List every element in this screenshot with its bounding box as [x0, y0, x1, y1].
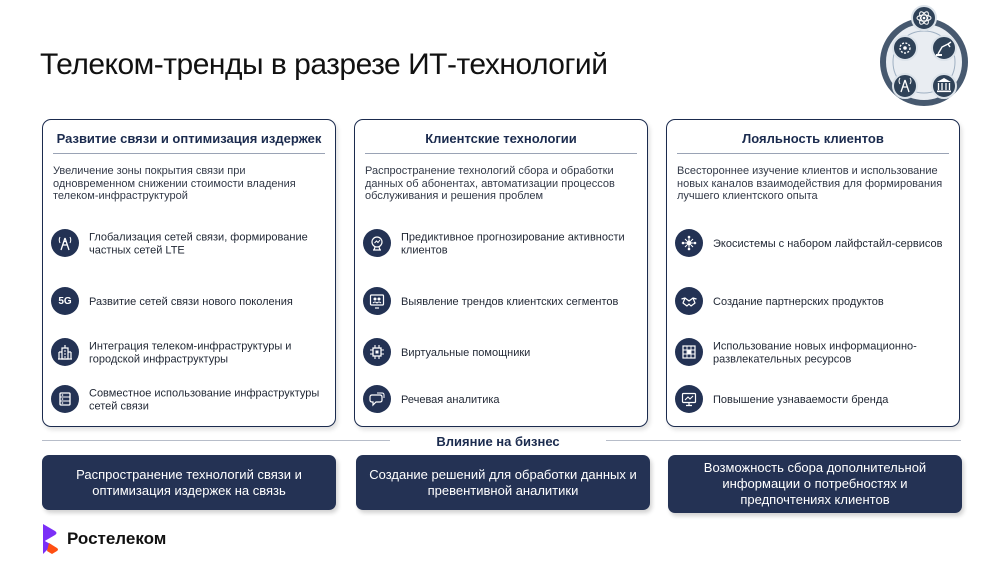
- item-label: Совместное использование инфраструктуры сетей связи: [89, 387, 320, 412]
- impact-box-connectivity: [42, 455, 336, 510]
- card-title: Клиентские технологии: [425, 131, 577, 146]
- item-label: Использование новых информационно-развлекательных ресурсов: [713, 340, 917, 365]
- gear-brain-icon: [893, 36, 917, 60]
- chip-assistant-icon: [363, 338, 391, 366]
- item-label: Выявление трендов клиентских сегментов: [401, 295, 619, 308]
- tech-emblem: [876, 4, 976, 112]
- impact-box-analytics: [356, 455, 650, 510]
- item-label: Глобализация сетей связи, формирование частных сетей LTE: [89, 231, 308, 256]
- item-label: Повышение узнаваемости бренда: [713, 393, 889, 406]
- impact-box-customer-info: [668, 455, 962, 513]
- list-item: [363, 385, 639, 415]
- atom-icon: [912, 6, 936, 30]
- ecosystem-icon: [675, 229, 703, 257]
- logo-name: Ростелеком: [67, 529, 167, 548]
- impact-text: Распространение технологий связи и оптимизация издержек на связь: [76, 466, 302, 498]
- city-infrastructure-icon: [51, 338, 79, 366]
- list-item: [675, 338, 951, 368]
- building-icon: [932, 74, 956, 98]
- card-description: Распространение технологий сбора и обработки данных об абонентах, автоматизации процессов обслуживания и решения проблем: [365, 165, 615, 202]
- card-divider: [677, 153, 949, 154]
- item-label: Речевая аналитика: [401, 393, 500, 406]
- card-description: Увеличение зоны покрытия связи при одновременном снижении стоимости владения телеком-инфраструктурой: [53, 165, 296, 202]
- list-item: [51, 287, 327, 317]
- item-label: Развитие сетей связи нового поколения: [89, 295, 293, 308]
- impact-text: Возможность сбора дополнительной информации о потребностях и предпочтениях клиентов: [703, 460, 927, 507]
- shared-server-icon: [51, 385, 79, 413]
- prediction-icon: [363, 229, 391, 257]
- cell-tower-icon: [51, 229, 79, 257]
- card-divider: [53, 153, 325, 154]
- segments-icon: [363, 287, 391, 315]
- card-divider: [365, 153, 637, 154]
- item-label: Предиктивное прогнозирование активности клиентов: [401, 231, 625, 256]
- impact-divider-left: [42, 440, 390, 441]
- list-item: [675, 287, 951, 317]
- speech-bubble-icon: [363, 385, 391, 413]
- impact-text: Создание решений для обработки данных и превентивной аналитики: [369, 466, 637, 498]
- list-item: [51, 338, 327, 368]
- company-logo: [40, 522, 166, 556]
- list-item: [363, 229, 639, 259]
- robot-arm-icon: [932, 36, 956, 60]
- item-label: Интеграция телеком-инфраструктуры и городской инфраструктуры: [89, 340, 292, 365]
- page-title: Телеком-тренды в разрезе ИТ-технологий: [40, 48, 608, 81]
- card-title: Развитие связи и оптимизация издержек: [56, 131, 322, 146]
- rostelecom-logo-icon: [40, 523, 62, 555]
- list-item: [363, 338, 639, 368]
- 5g-icon: [51, 287, 79, 315]
- card-customer-loyalty: [666, 119, 960, 427]
- card-connectivity: [42, 119, 336, 427]
- 5g-label: 5G: [58, 295, 72, 307]
- impact-divider-right: [606, 440, 961, 441]
- list-item: [51, 229, 327, 259]
- media-resources-icon: [675, 338, 703, 366]
- card-description: Всестороннее изучение клиентов и использование новых каналов взаимодействия для формирования лучшего клиентского опыта: [677, 165, 943, 202]
- brand-awareness-icon: [675, 385, 703, 413]
- cell-tower-icon: [893, 74, 917, 98]
- card-client-technologies: [354, 119, 648, 427]
- item-label: Виртуальные помощники: [401, 346, 531, 359]
- handshake-icon: [675, 287, 703, 315]
- list-item: [51, 385, 327, 415]
- list-item: [675, 229, 951, 259]
- item-label: Экосистемы с набором лайфстайл-сервисов: [713, 237, 943, 250]
- card-title: Лояльность клиентов: [742, 131, 884, 146]
- impact-title: Влияние на бизнес: [436, 434, 560, 449]
- list-item: [363, 287, 639, 317]
- item-label: Создание партнерских продуктов: [713, 295, 884, 308]
- list-item: [675, 385, 951, 415]
